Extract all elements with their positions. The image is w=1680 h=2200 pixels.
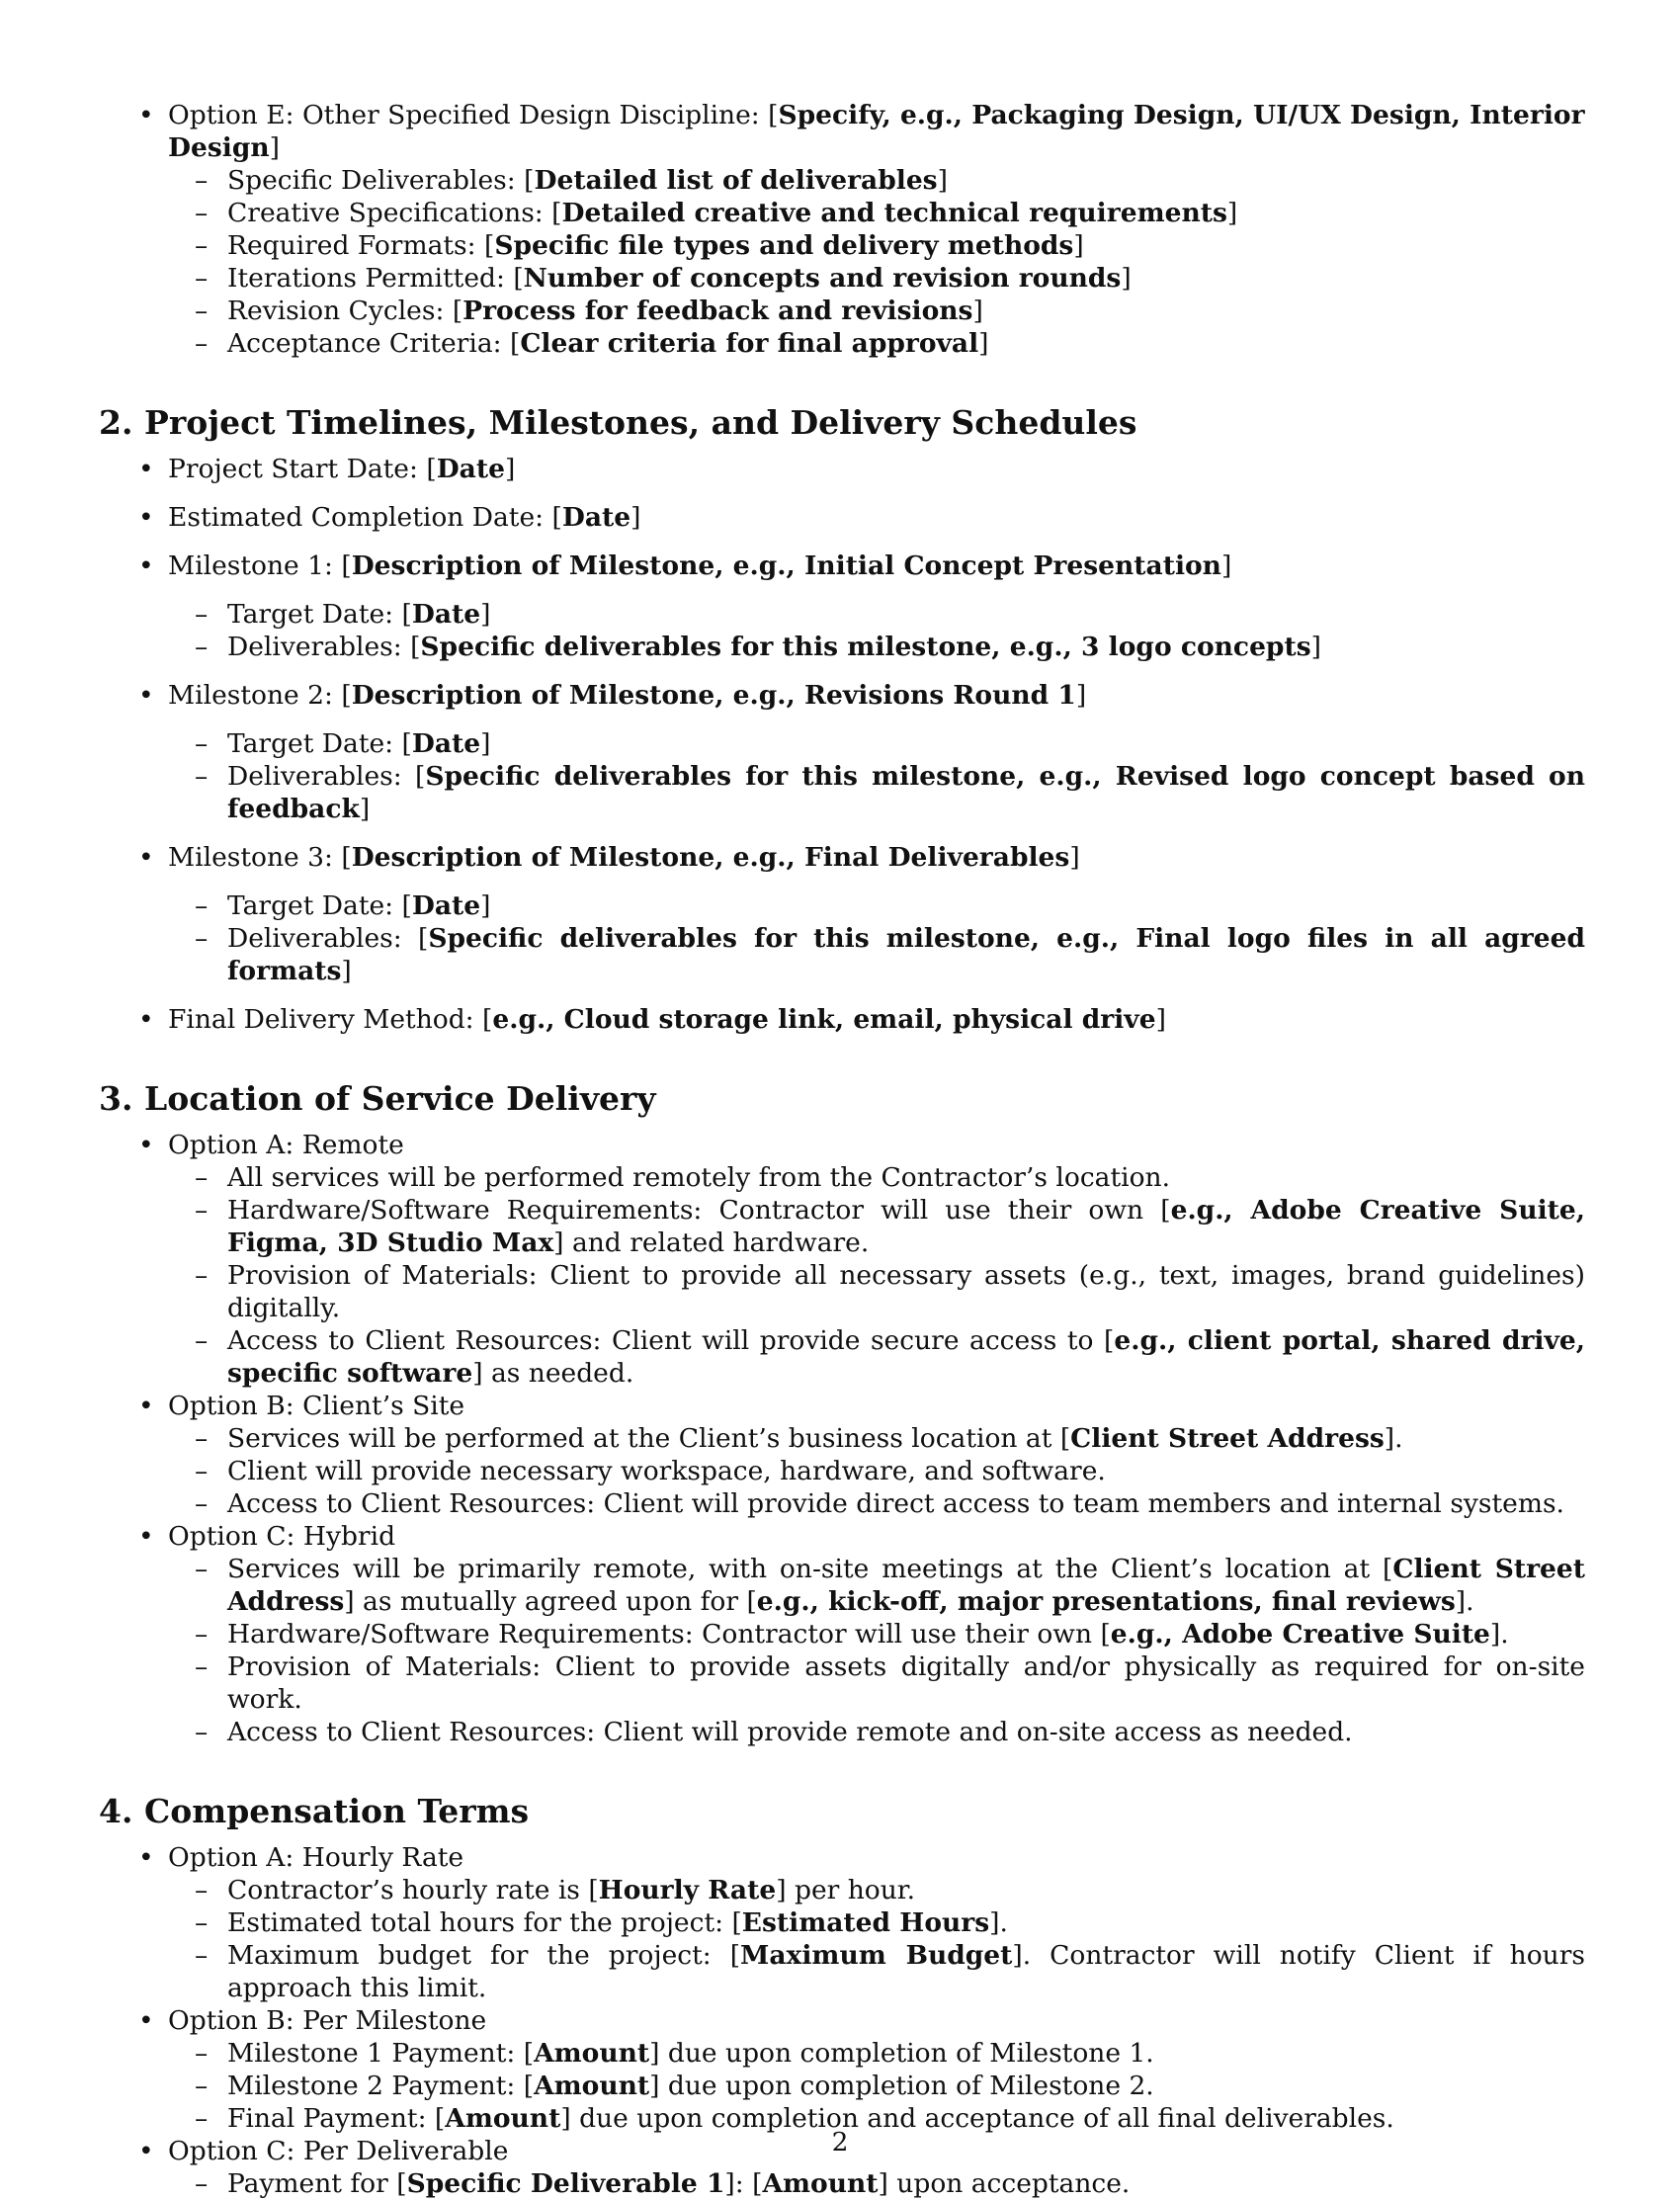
dash-icon: –: [195, 1619, 209, 1650]
dash-icon: –: [195, 761, 209, 792]
option-hybrid-sublist: [168, 1553, 1585, 1748]
section-3-list: [99, 1129, 1585, 1748]
option-hourly-sublist: [168, 1874, 1585, 2004]
dash-icon: –: [195, 1195, 209, 1226]
dash-icon: –: [195, 890, 209, 921]
milestone-2-sublist: [168, 727, 1585, 825]
list-item: – Payment for [Specific Deliverable 1]: [Amount] upon acceptance.: [195, 2168, 1131, 2199]
option-e-value: Specify, e.g., Packaging Design, UI/UX Design, Interior Design: [168, 100, 1585, 163]
list-item: – Deliverables: [Specific deliverables for this milestone, e.g., 3 logo concepts]: [195, 632, 1321, 662]
dash-icon: –: [195, 1260, 209, 1291]
bullet-icon: •: [138, 842, 154, 873]
bullet-icon: •: [138, 1391, 154, 1421]
option-e-list: [99, 99, 1585, 360]
dash-icon: –: [195, 2168, 209, 2199]
option-client-site-sublist: [168, 1422, 1585, 1520]
list-item: • Estimated Completion Date: [Date]: [138, 502, 641, 533]
dash-icon: –: [195, 1907, 209, 1938]
dash-icon: –: [195, 328, 209, 359]
list-item: • Final Delivery Method: [e.g., Cloud storage link, email, physical drive]: [138, 1004, 1166, 1035]
option-remote-sublist: [168, 1161, 1585, 1390]
milestone-1-item: • Milestone 1: [Description of Milestone, e.g., Initial Concept Presentation] – Target Date: [Date] – Deliverables: [Specific deliverables for this milestone, e.g., 3 logo concepts]: [99, 550, 1585, 663]
bullet-icon: •: [138, 100, 154, 130]
list-item: – Iterations Permitted: [Number of concepts and revision rounds]: [195, 263, 1132, 294]
bullet-icon: •: [138, 1521, 154, 1552]
section-heading-2: 2. Project Timelines, Milestones, and Delivery Schedules: [99, 403, 1137, 442]
list-item: – Hardware/Software Requirements: Contractor will use their own [e.g., Adobe Creative Suite].: [195, 1619, 1509, 1650]
option-milestone-sublist: [168, 2037, 1585, 2135]
list-item: • Project Start Date: [Date]: [138, 454, 516, 484]
list-item: – Creative Specifications: [Detailed creative and technical requirements]: [195, 198, 1238, 228]
dash-icon: –: [195, 1717, 209, 1747]
list-item: – Access to Client Resources: Client will provide remote and on-site access as needed.: [195, 1717, 1353, 1747]
milestone-3-sublist: [168, 889, 1585, 987]
list-item: – Final Payment: [Amount] due upon completion and acceptance of all final deliverables.: [195, 2103, 1394, 2134]
list-item: – Services will be primarily remote, with on-site meetings at the Client’s location at [Client Street Address] as mutually agreed upon for [e.g., kick-off, major presentations, final reviews].: [195, 1554, 1585, 1617]
bullet-icon: •: [138, 2136, 154, 2166]
list-item: – Target Date: [Date]: [195, 890, 491, 921]
dash-icon: –: [195, 2103, 209, 2134]
list-item: – Target Date: [Date]: [195, 728, 491, 759]
dash-icon: –: [195, 632, 209, 662]
list-item: – Hardware/Software Requirements: Contractor will use their own [e.g., Adobe Creative Suite, Figma, 3D Studio Max] and related hardware.: [195, 1195, 1585, 1258]
dash-icon: –: [195, 2071, 209, 2101]
list-item: – Provision of Materials: Client to provide all necessary assets (e.g., text, images, brand guidelines) digitally.: [195, 1260, 1585, 1323]
bullet-icon: •: [138, 1004, 154, 1035]
option-client-site-item: • Option B: Client’s Site – Services will be performed at the Client’s business location at [Client Street Address]. – Client will provide necessary workspace, hardware, and software. – Access to Client Resources: Client will provide direct access to team members and internal systems.: [99, 1390, 1585, 1520]
list-item: – Contractor’s hourly rate is [Hourly Rate] per hour.: [195, 1875, 915, 1905]
option-e-item: • Option E: Other Specified Design Discipline: [Specify, e.g., Packaging Design, UI/UX Design, Interior Design] – Specific Deliverables: [Detailed list of deliverables] – Creative Specifications: [Detailed creative and technical requirements] – Required Formats: [Specific file types and delivery methods] – Iterations Permitted: [Number of concepts and revision rounds] – Revision Cycles: [Process for feedback and revisions] – Acceptance Criteria: [Clear criteria for final approval]: [138, 100, 1585, 359]
dash-icon: –: [195, 230, 209, 261]
section-heading-3: 3. Location of Service Delivery: [99, 1079, 656, 1118]
list-item: – Client will provide necessary workspace, hardware, and software.: [195, 1456, 1106, 1486]
option-hourly-item: • Option A: Hourly Rate – Contractor’s hourly rate is [Hourly Rate] per hour. – Estimated total hours for the project: [Estimated Hours]. – Maximum budget for the project: [Maximum Budget]. Contractor will notify Client if hours approach this limit.: [138, 1842, 1585, 2003]
bullet-icon: •: [138, 454, 154, 484]
list-item: – Access to Client Resources: Client will provide secure access to [e.g., client portal, shared drive, specific software] as needed.: [195, 1325, 1585, 1389]
list-item: – Revision Cycles: [Process for feedback and revisions]: [195, 296, 983, 326]
list-item: – Deliverables: [Specific deliverables for this milestone, e.g., Revised logo concept based on feedback]: [195, 761, 1585, 824]
list-item: – All services will be performed remotely from the Contractor’s location.: [195, 1162, 1171, 1193]
list-item: – Access to Client Resources: Client will provide direct access to team members and internal systems.: [195, 1488, 1564, 1519]
bullet-icon: •: [138, 1842, 154, 1873]
list-item: – Acceptance Criteria: [Clear criteria for final approval]: [195, 328, 989, 359]
option-remote-item: • Option A: Remote – All services will be performed remotely from the Contractor’s location. – Hardware/Software Requirements: Contractor will use their own [e.g., Adobe Creative Suite, Figma, 3D Studio Max] and related hardware. – Provision of Materials: Client to provide all necessary assets (e.g., text, images, brand guidelines) digitally. – Access to Client Resources: Client will provide secure access to [e.g., client portal, shared drive, specific software] as needed.: [138, 1130, 1585, 1389]
dash-icon: –: [195, 728, 209, 759]
dash-icon: –: [195, 1456, 209, 1486]
list-item: – Deliverables: [Specific deliverables for this milestone, e.g., Final logo files in all agreed formats]: [195, 923, 1586, 986]
list-item: – Target Date: [Date]: [195, 599, 491, 630]
dash-icon: –: [195, 1162, 209, 1193]
dash-icon: –: [195, 1423, 209, 1454]
bullet-icon: •: [138, 680, 154, 711]
dash-icon: –: [195, 923, 209, 954]
section-heading-4: 4. Compensation Terms: [99, 1792, 530, 1830]
option-e-label: Option E: Other Specified Design Discipline:: [168, 100, 769, 130]
section-2-list: [99, 453, 1585, 1036]
dash-icon: –: [195, 1651, 209, 1682]
dash-icon: –: [195, 2038, 209, 2069]
dash-icon: –: [195, 1488, 209, 1519]
option-e-sublist: [168, 164, 1585, 360]
list-item: – Services will be performed at the Client’s business location at [Client Street Address].: [195, 1423, 1403, 1454]
dash-icon: –: [195, 296, 209, 326]
milestone-3-item: • Milestone 3: [Description of Milestone, e.g., Final Deliverables] – Target Date: [Date] – Deliverables: [Specific deliverables for this milestone, e.g., Final logo files in all agreed formats]: [138, 842, 1586, 986]
option-hybrid-item: • Option C: Hybrid – Services will be primarily remote, with on-site meetings at the Client’s location at [Client Street Address] as mutually agreed upon for [e.g., kick-off, major presentations, final reviews]. – Hardware/Software Requirements: Contractor will use their own [e.g., Adobe Creative Suite]. – Provision of Materials: Client to provide assets digitally and/or physically as required for on-site work. – Access to Client Resources: Client will provide remote and on-site access as needed.: [138, 1521, 1585, 1747]
list-item: – Milestone 1 Payment: [Amount] due upon completion of Milestone 1.: [195, 2038, 1154, 2069]
dash-icon: –: [195, 1940, 209, 1971]
dash-icon: –: [195, 263, 209, 294]
document-page: [99, 99, 1585, 2200]
page-number: 2: [831, 2127, 849, 2158]
dash-icon: –: [195, 165, 209, 196]
dash-icon: –: [195, 599, 209, 630]
dash-icon: –: [195, 198, 209, 228]
list-item: – Specific Deliverables: [Detailed list of deliverables]: [195, 165, 948, 196]
list-item: – Provision of Materials: Client to provide assets digitally and/or physically as required for on-site work.: [195, 1651, 1585, 1715]
bullet-icon: •: [138, 502, 154, 533]
dash-icon: –: [195, 1325, 209, 1356]
dash-icon: –: [195, 1554, 209, 1584]
bullet-icon: •: [138, 2005, 154, 2036]
list-item: – Maximum budget for the project: [Maximum Budget]. Contractor will notify Client if hours approach this limit.: [195, 1940, 1585, 2003]
milestone-1-sublist: [168, 598, 1585, 663]
option-deliverable-sublist: [168, 2167, 1585, 2200]
bullet-icon: •: [138, 1130, 154, 1160]
list-item: – Milestone 2 Payment: [Amount] due upon completion of Milestone 2.: [195, 2071, 1154, 2101]
list-item: – Required Formats: [Specific file types and delivery methods]: [195, 230, 1084, 261]
option-milestone-item: • Option B: Per Milestone – Milestone 1 Payment: [Amount] due upon completion of Milestone 1. – Milestone 2 Payment: [Amount] due upon completion of Milestone 2. – Final Payment: [Amount] due upon completion and acceptance of all final deliverables.: [99, 2004, 1585, 2135]
option-deliverable-item: • Option C: Per Deliverable – Payment for [Specific Deliverable 1]: [Amount] upon acceptance.: [99, 2135, 1585, 2200]
bullet-icon: •: [138, 550, 154, 581]
dash-icon: –: [195, 1875, 209, 1905]
list-item: – Estimated total hours for the project: [Estimated Hours].: [195, 1907, 1008, 1938]
milestone-2-item: • Milestone 2: [Description of Milestone, e.g., Revisions Round 1] – Target Date: [Date] – Deliverables: [Specific deliverables for this milestone, e.g., Revised logo concept based on feedback]: [138, 680, 1585, 824]
